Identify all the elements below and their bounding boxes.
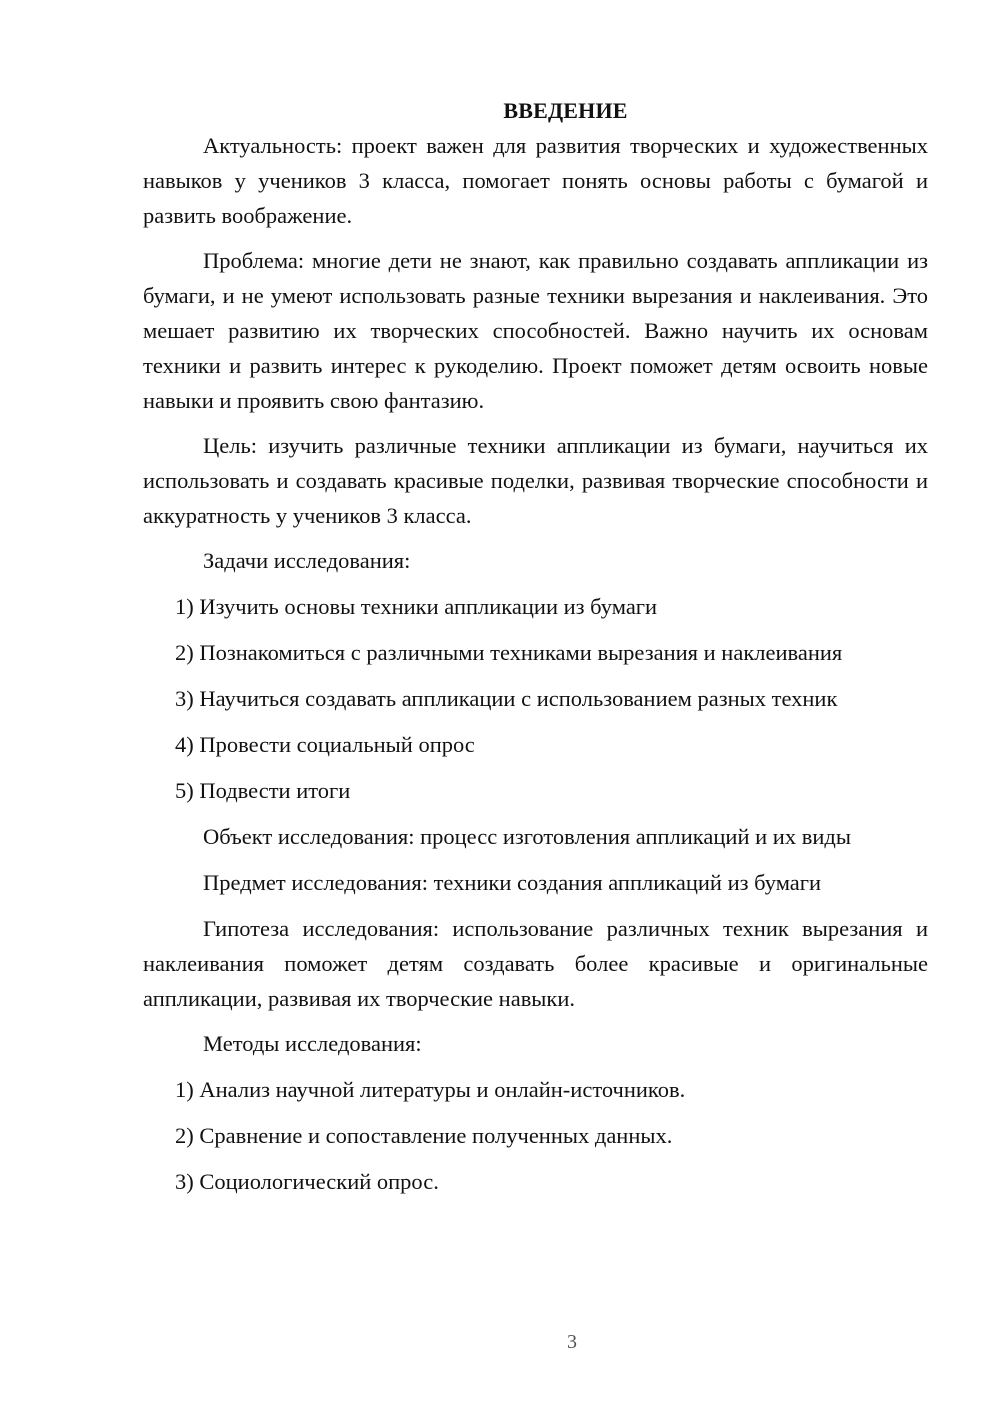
method-item: 3) Социологический опрос.	[175, 1169, 439, 1194]
research-object: Объект исследования: процесс изготовления аппликаций и их виды	[203, 824, 851, 849]
tasks-heading: Задачи исследования:	[203, 548, 411, 573]
method-item: 2) Сравнение и сопоставление полученных данных.	[175, 1123, 673, 1148]
task-item: 1) Изучить основы техники аппликации из бумаги	[175, 594, 658, 619]
task-item: 4) Провести социальный опрос	[175, 732, 475, 757]
research-subject: Предмет исследования: техники создания аппликаций из бумаги	[203, 870, 822, 895]
hypothesis-paragraph: Гипотеза исследования: использование различных техник вырезания и наклеивания поможет детям создавать более красивые и оригинальные аппликации, развивая их творческие навыки.	[143, 916, 928, 1011]
section-heading: ВВЕДЕНИЕ	[503, 98, 628, 123]
task-item: 3) Научиться создавать аппликации с использованием разных техник	[175, 686, 838, 711]
methods-heading: Методы исследования:	[203, 1031, 422, 1056]
relevance-paragraph: Актуальность: проект важен для развития творческих и художественных навыков у учеников 3 класса, помогает понять основы работы с бумагой и развить воображение.	[143, 133, 928, 228]
task-item: 5) Подвести итоги	[175, 778, 351, 803]
goal-paragraph: Цель: изучить различные техники аппликации из бумаги, научиться их использовать и создавать красивые поделки, развивая творческие способности и аккуратность у учеников 3 класса.	[143, 433, 928, 528]
method-item: 1) Анализ научной литературы и онлайн-источников.	[175, 1077, 686, 1102]
page-content	[143, 96, 928, 1210]
task-item: 2) Познакомиться с различными техниками вырезания и наклеивания	[175, 640, 843, 665]
problem-paragraph: Проблема: многие дети не знают, как правильно создавать аппликации из бумаги, и не умеют использовать разные техники вырезания и наклеивания. Это мешает развитию их творческих способностей. Важно научить их основам техники и развить интерес к рукоделию. Проект поможет детям освоить новые навыки и проявить свою фантазию.	[143, 248, 928, 413]
page-number: 3	[567, 1331, 577, 1353]
